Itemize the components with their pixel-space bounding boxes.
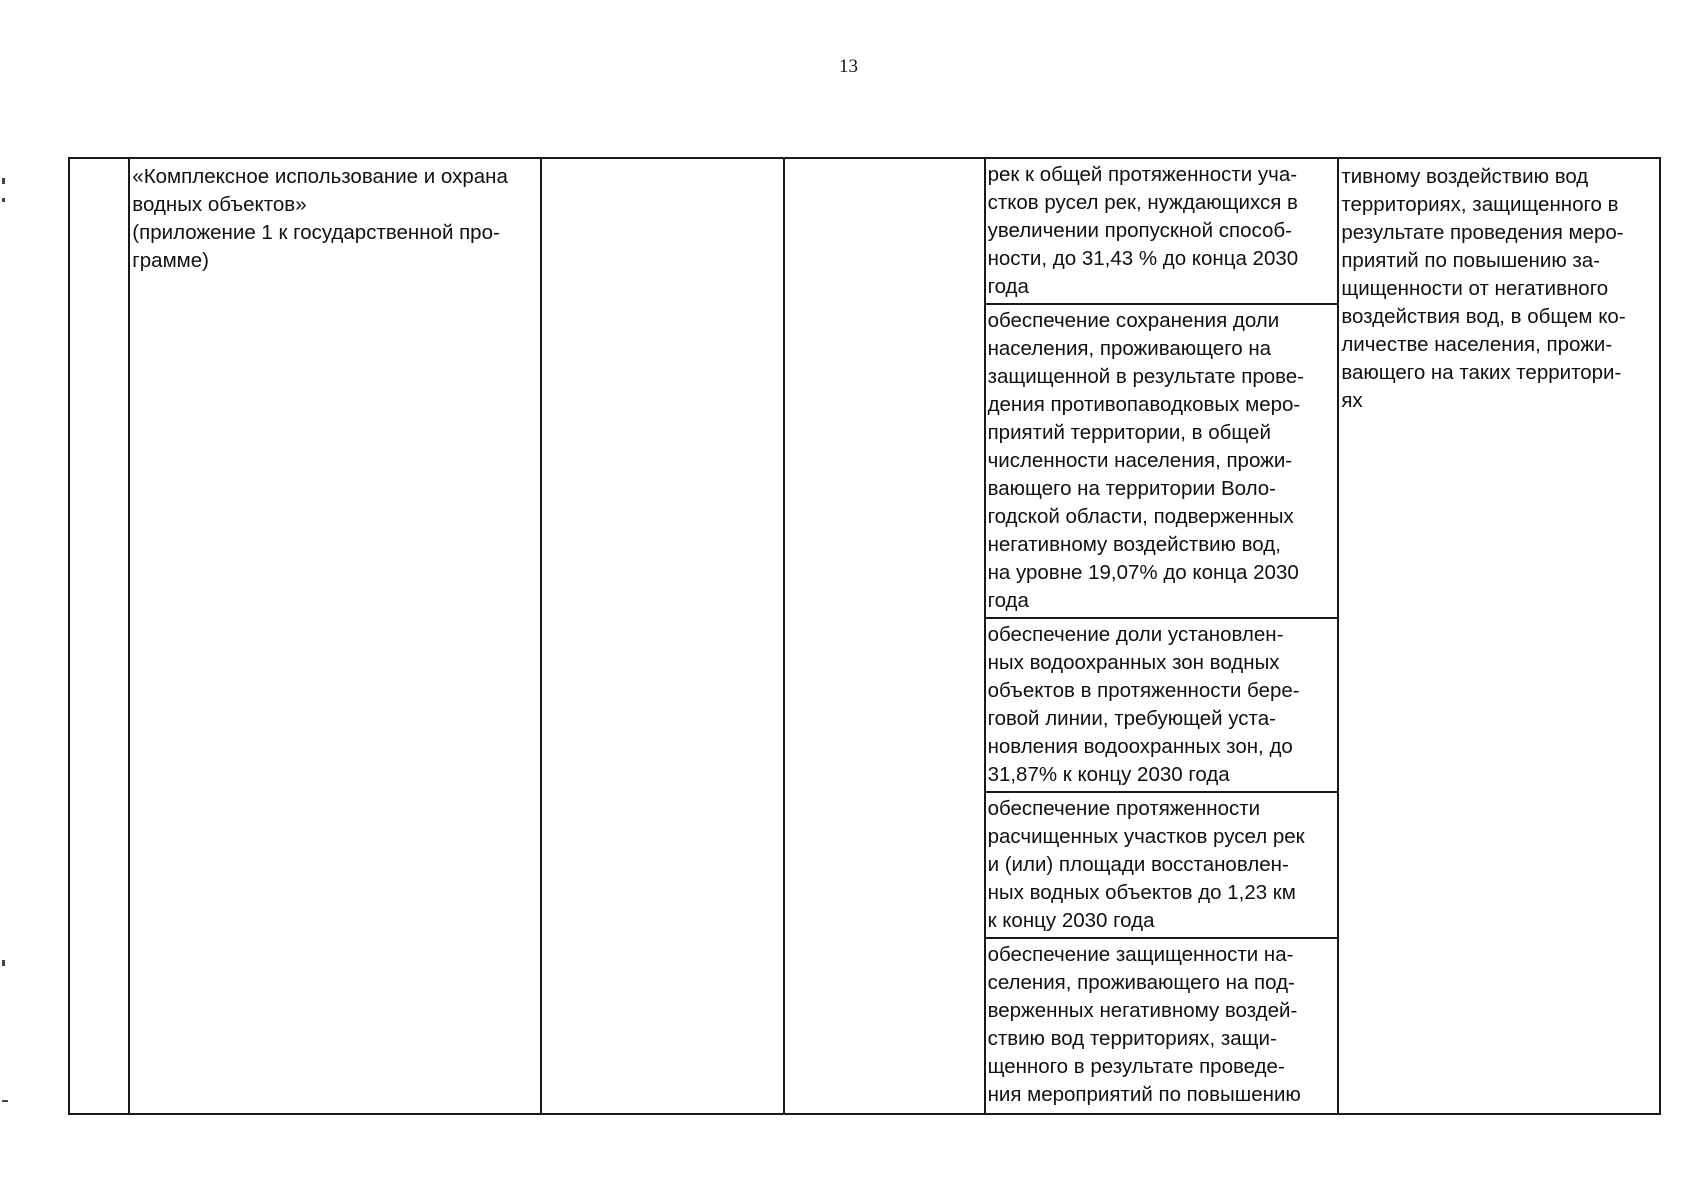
scan-mark bbox=[2, 178, 5, 184]
goal-text: обеспечение сохранения доли населения, проживающего на защищенной в результате прове- дения противопаводковых меро- приятий территории, в общей численности населения, прожи- вающего на территории Воло- годской области, подверженных негативному воздействию вод, на уровне 19,07% до конца 2030 года bbox=[987, 309, 1305, 612]
column3-text bbox=[542, 159, 782, 163]
list-item bbox=[986, 938, 1338, 1111]
table-row bbox=[69, 158, 1660, 1114]
column4-cell bbox=[784, 158, 985, 1114]
scan-mark bbox=[2, 198, 5, 202]
row-number-cell bbox=[69, 158, 129, 1114]
list-item bbox=[986, 792, 1338, 938]
program-table bbox=[68, 157, 1661, 1115]
indicator-cell bbox=[1338, 158, 1660, 1114]
goal-text: обеспечение протяженности расчищенных участков русел рек и (или) площади восстановлен- ных водных объектов до 1,23 км к концу 2030 года bbox=[987, 797, 1305, 932]
list-item bbox=[986, 618, 1338, 792]
scan-mark bbox=[2, 1100, 8, 1102]
program-name-cell bbox=[129, 158, 541, 1114]
column3-cell bbox=[541, 158, 783, 1114]
goals-list bbox=[986, 159, 1338, 1111]
program-name: «Комплексное использование и охрана водных объектов» (приложение 1 к государственной про- грамме) bbox=[132, 165, 508, 272]
goal-text: рек к общей протяженности уча- стков русел рек, нуждающихся в увеличении пропускной способ- ности, до 31,43 % до конца 2030 года bbox=[987, 163, 1299, 298]
goal-text: обеспечение доли установлен- ных водоохранных зон водных объектов в протяженности бере- говой линии, требующей уста- новления водоохранных зон, до 31,87% к концу 2030 года bbox=[987, 623, 1300, 786]
goal-text: обеспечение защищенности на- селения, проживающего на под- верженных негативному воздей- ствию вод территориях, защи- щенного в результате проведе- ния мероприятий по повышению bbox=[987, 943, 1301, 1106]
list-item bbox=[986, 159, 1338, 304]
goals-cell bbox=[985, 158, 1339, 1114]
column4-text bbox=[785, 159, 984, 163]
list-item bbox=[986, 304, 1338, 618]
page-number: 13 bbox=[839, 56, 858, 77]
scan-mark bbox=[2, 960, 5, 966]
indicator-text: тивному воздействию вод территориях, защищенного в результате проведения меро- приятий по повышению за- щищенности от негативного воздействия вод, в общем ко- личестве населения, прожи- вающего на таких территори- ях bbox=[1341, 165, 1626, 412]
